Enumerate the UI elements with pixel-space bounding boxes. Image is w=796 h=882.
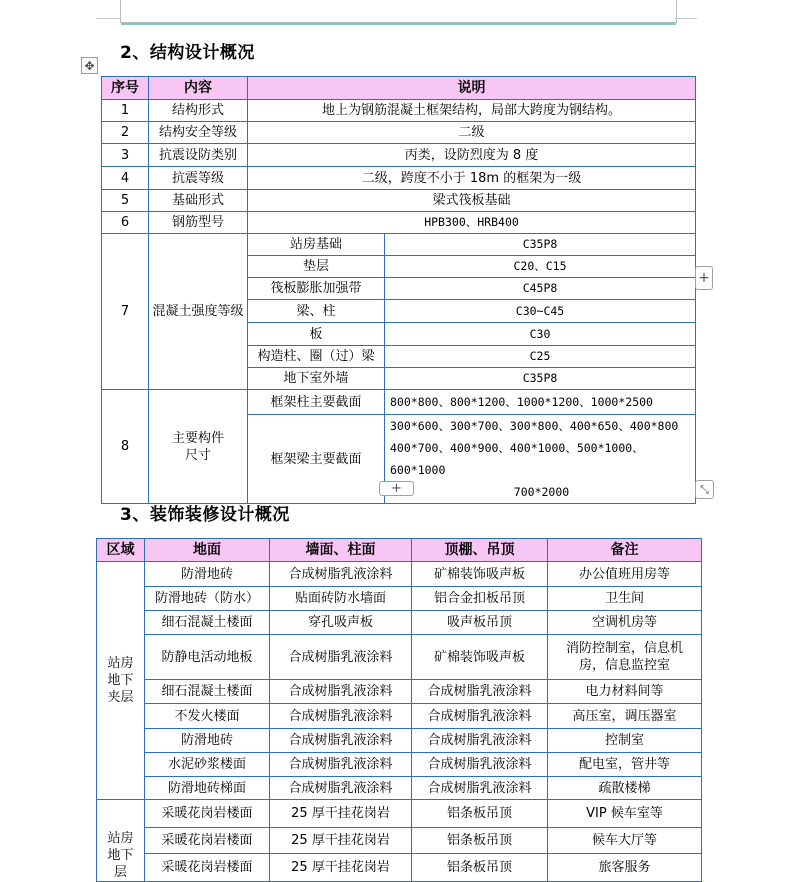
zone-line: 夹层	[107, 690, 134, 705]
note-cell: 办公值班用房等	[548, 562, 702, 587]
zone-line: 站房	[107, 656, 134, 671]
beam-sizes-line: 300*600、300*700、300*800、400*650、400*800	[390, 419, 679, 433]
concrete-part: 梁、柱	[248, 300, 385, 323]
section3-heading: 3、装饰装修设计概况	[120, 505, 290, 525]
row-item: 抗震设防类别	[149, 144, 248, 167]
header-item: 内容	[149, 77, 248, 100]
floor-cell: 防滑地砖	[145, 729, 270, 753]
structure-table	[101, 76, 696, 504]
table-resize-icon[interactable]: ⤡	[695, 480, 714, 499]
concrete-grade: C35P8	[385, 234, 696, 256]
concrete-grade: C25	[385, 346, 696, 368]
ceiling-cell: 铝条板吊顶	[412, 854, 548, 882]
floor-cell: 采暖花岗岩楼面	[145, 854, 270, 882]
ceiling-cell: 合成树脂乳液涂料	[412, 729, 548, 753]
section2-heading: 2、结构设计概况	[120, 43, 255, 63]
ceiling-cell: 合成树脂乳液涂料	[412, 680, 548, 704]
concrete-part: 板	[248, 323, 385, 346]
floor-cell: 采暖花岗岩楼面	[145, 827, 270, 854]
concrete-grade: C45P8	[385, 278, 696, 300]
wall-cell: 合成树脂乳液涂料	[270, 680, 412, 704]
floor-cell: 细石混凝土楼面	[145, 680, 270, 704]
wall-cell: 合成树脂乳液涂料	[270, 635, 412, 680]
note-cell	[548, 635, 702, 680]
members-item	[149, 390, 248, 504]
ceiling-cell: 矿棉装饰吸声板	[412, 635, 548, 680]
floor-cell: 防滑地砖梯面	[145, 777, 270, 800]
table-move-icon[interactable]: ✥	[81, 57, 98, 74]
concrete-grade: C20、C15	[385, 256, 696, 278]
ceiling-cell: 铝条板吊顶	[412, 827, 548, 854]
zone-line: 地下	[107, 673, 134, 688]
zone-basement-mezzanine	[97, 562, 145, 800]
concrete-part: 垫层	[248, 256, 385, 278]
row-item: 钢筋型号	[149, 212, 248, 234]
note-cell: 疏散楼梯	[548, 777, 702, 800]
row-desc: HPB300、HRB400	[248, 212, 696, 234]
members-item-line: 主要构件	[171, 430, 224, 446]
concrete-part: 站房基础	[248, 234, 385, 256]
header-wall: 墙面、柱面	[270, 539, 412, 562]
zone-basement	[97, 800, 145, 882]
beam-sizes-line: 700*2000	[513, 485, 570, 499]
floor-cell: 防滑地砖（防水）	[145, 587, 270, 611]
note-cell: 候车大厅等	[548, 827, 702, 854]
concrete-grade: C35P8	[385, 368, 696, 390]
ceiling-cell: 铝合金扣板吊顶	[412, 587, 548, 611]
beam-section-label: 框架梁主要截面	[248, 415, 385, 504]
wall-cell: 25 厚干挂花岗岩	[270, 800, 412, 828]
note-cell: 旅客服务	[548, 854, 702, 882]
header-note: 备注	[548, 539, 702, 562]
wall-cell: 合成树脂乳液涂料	[270, 729, 412, 753]
add-column-icon[interactable]: +	[695, 266, 713, 290]
ceiling-cell: 合成树脂乳液涂料	[412, 704, 548, 729]
concrete-part: 地下室外墙	[248, 368, 385, 390]
members-item-line: 尺寸	[184, 447, 211, 463]
row-item: 结构安全等级	[149, 122, 248, 144]
note-cell: 空调机房等	[548, 611, 702, 635]
header-no: 序号	[102, 77, 149, 100]
wall-cell: 合成树脂乳液涂料	[270, 562, 412, 587]
add-row-icon[interactable]: +	[379, 481, 414, 496]
members-no: 8	[102, 390, 149, 504]
wall-cell: 合成树脂乳液涂料	[270, 753, 412, 777]
row-no: 5	[102, 190, 149, 212]
concrete-part: 筏板膨胀加强带	[248, 278, 385, 300]
page-margin-rule-right	[675, 18, 697, 19]
floor-cell: 细石混凝土楼面	[145, 611, 270, 635]
note-cell: 高压室，调压器室	[548, 704, 702, 729]
wall-cell: 穿孔吸声板	[270, 611, 412, 635]
note-cell: 配电室，管井等	[548, 753, 702, 777]
column-section-sizes: 800*800、800*1200、1000*1200、1000*2500	[385, 390, 696, 415]
floor-cell: 防静电活动地板	[145, 635, 270, 680]
wall-cell: 贴面砖防水墙面	[270, 587, 412, 611]
row-item: 抗震等级	[149, 167, 248, 190]
row-desc: 二级，跨度不小于 18m 的框架为一级	[248, 167, 696, 190]
row-item: 结构形式	[149, 100, 248, 122]
wall-cell: 25 厚干挂花岗岩	[270, 854, 412, 882]
concrete-no: 7	[102, 234, 149, 390]
row-no: 6	[102, 212, 149, 234]
beam-section-sizes	[385, 415, 696, 504]
wall-cell: 合成树脂乳液涂料	[270, 777, 412, 800]
concrete-part: 构造柱、圈（过）梁	[248, 346, 385, 368]
header-ceiling: 顶棚、吊顶	[412, 539, 548, 562]
concrete-grade: C30	[385, 323, 696, 346]
beam-sizes-line: 400*700、400*900、400*1000、500*1000、600*1000	[390, 441, 644, 477]
column-section-label: 框架柱主要截面	[248, 390, 385, 415]
header-zone: 区域	[97, 539, 145, 562]
header-floor: 地面	[145, 539, 270, 562]
note-line: 房，信息监控室	[578, 658, 670, 673]
ceiling-cell: 合成树脂乳液涂料	[412, 777, 548, 800]
floor-cell: 采暖花岗岩楼面	[145, 800, 270, 828]
ceiling-cell: 矿棉装饰吸声板	[412, 562, 548, 587]
floor-cell: 不发火楼面	[145, 704, 270, 729]
note-cell: 电力材料间等	[548, 680, 702, 704]
wall-cell: 25 厚干挂花岗岩	[270, 827, 412, 854]
zone-line: 地下	[107, 848, 134, 863]
zone-line: 站房	[107, 831, 134, 846]
row-no: 1	[102, 100, 149, 122]
row-no: 3	[102, 144, 149, 167]
note-line: 消防控制室，信息机	[565, 641, 683, 656]
decoration-table	[96, 538, 702, 882]
floor-cell: 水泥砂浆楼面	[145, 753, 270, 777]
wall-cell: 合成树脂乳液涂料	[270, 704, 412, 729]
row-desc: 丙类，设防烈度为 8 度	[248, 144, 696, 167]
zone-line: 层	[113, 865, 127, 880]
page-margin-rule-left	[96, 18, 120, 19]
ceiling-cell: 吸声板吊顶	[412, 611, 548, 635]
ceiling-cell: 铝条板吊顶	[412, 800, 548, 828]
row-no: 4	[102, 167, 149, 190]
text-box-underline	[121, 23, 676, 25]
ceiling-cell: 合成树脂乳液涂料	[412, 753, 548, 777]
previous-text-box	[120, 0, 677, 23]
floor-cell: 防滑地砖	[145, 562, 270, 587]
row-item: 基础形式	[149, 190, 248, 212]
concrete-item: 混凝土强度等级	[149, 234, 248, 390]
note-cell: VIP 候车室等	[548, 800, 702, 828]
row-desc: 梁式筏板基础	[248, 190, 696, 212]
row-desc: 地上为钢筋混凝土框架结构，局部大跨度为钢结构。	[248, 100, 696, 122]
row-desc: 二级	[248, 122, 696, 144]
row-no: 2	[102, 122, 149, 144]
note-cell: 控制室	[548, 729, 702, 753]
concrete-grade: C30~C45	[385, 300, 696, 323]
header-desc: 说明	[248, 77, 696, 100]
note-cell: 卫生间	[548, 587, 702, 611]
